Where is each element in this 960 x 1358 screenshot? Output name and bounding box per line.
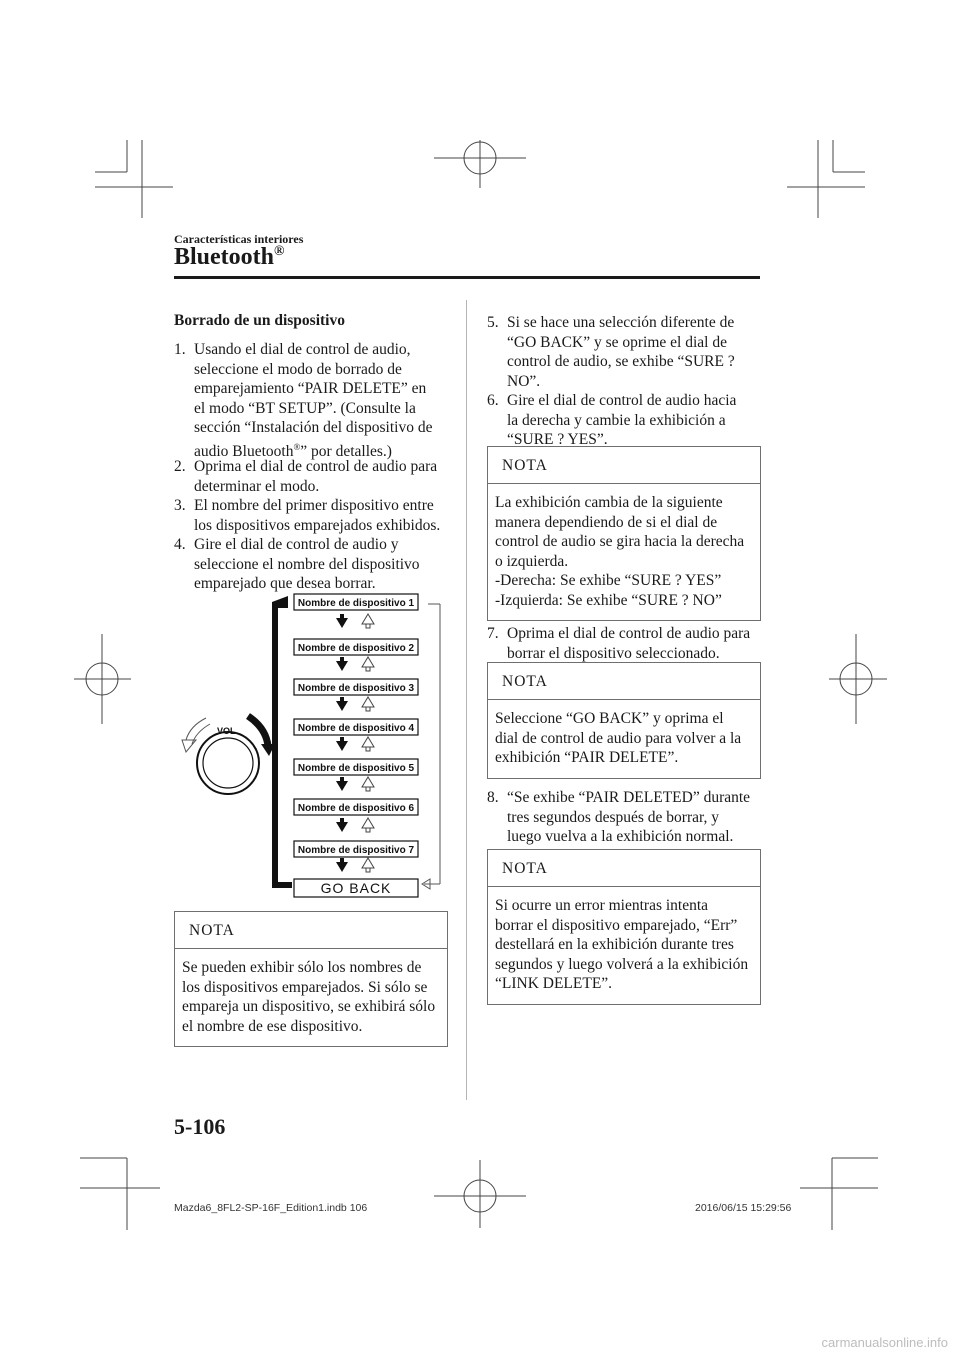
vol-label: VOL bbox=[217, 726, 236, 736]
section-heading: Borrado de un dispositivo bbox=[174, 312, 345, 329]
watermark: carmanualsonline.info bbox=[821, 1335, 948, 1350]
device-list bbox=[294, 594, 418, 897]
note-heading: NOTA bbox=[488, 663, 760, 700]
note-box-right-3: NOTA Si ocurre un error mientras intenta borrar el dispositivo emparejado, “Err” destellará en la exhibición durante tres segundos y luego volverá a la exhibición “LINK DELETE”. bbox=[487, 849, 761, 1005]
step-1: 1. Usando el dial de control de audio, seleccione el modo de borrado de emparejamiento “PAIR DELETE” en el modo “BT SETUP”. (Consulte la sección “Instalación del dispositivo de audio Bluetooth®” por detalles.) bbox=[174, 341, 433, 460]
device-label-2: Nombre de dispositivo 2 bbox=[297, 643, 415, 654]
device-label-6: Nombre de dispositivo 6 bbox=[297, 803, 415, 814]
go-back-label: GO BACK bbox=[320, 880, 392, 896]
step-3: 3. El nombre del primer dispositivo entre los dispositivos emparejados exhibidos. bbox=[174, 497, 441, 534]
note-box-right-1: NOTA La exhibición cambia de la siguiente manera dependiendo de si el dial de control de audio se gira hacia la derecha o izquierda. -Derecha: Se exhibe “SURE ? YES” -Izquierda: Se exhibe “SURE ? NO” bbox=[487, 446, 761, 621]
footer-timestamp: 2016/06/15 15:29:56 bbox=[695, 1202, 792, 1214]
device-label-1: Nombre de dispositivo 1 bbox=[297, 598, 415, 609]
step-2: 2. Oprima el dial de control de audio para determinar el modo. bbox=[174, 458, 438, 495]
note-heading: NOTA bbox=[488, 850, 760, 887]
header-rule bbox=[174, 276, 760, 279]
step-7: 7. Oprima el dial de control de audio para borrar el dispositivo seleccionado. bbox=[487, 625, 751, 662]
device-label-4: Nombre de dispositivo 4 bbox=[297, 723, 415, 734]
step-5: 5. Si se hace una selección diferente de “GO BACK” y se oprime el dial de control de audio, se exhibe “SURE ? NO”. bbox=[487, 314, 735, 390]
step-6: 6. Gire el dial de control de audio hacia la derecha y cambie la exhibición a “SURE ? YES”. bbox=[487, 392, 737, 448]
device-label-5: Nombre de dispositivo 5 bbox=[297, 763, 415, 774]
page-title: Bluetooth® bbox=[174, 244, 285, 270]
section-label: Características interiores bbox=[174, 232, 304, 246]
device-selection-diagram bbox=[170, 588, 460, 904]
note-box-left: NOTA Se pueden exhibir sólo los nombres de los dispositivos emparejados. Si sólo se empareja un dispositivo, se exhibirá sólo el nombre de ese dispositivo. bbox=[174, 911, 448, 1047]
device-label-3: Nombre de dispositivo 3 bbox=[297, 683, 415, 694]
note-heading: NOTA bbox=[175, 912, 447, 949]
column-divider bbox=[466, 300, 467, 1100]
device-label-7: Nombre de dispositivo 7 bbox=[297, 845, 415, 856]
page-number: 5-106 bbox=[174, 1114, 226, 1139]
audio-dial-icon bbox=[197, 732, 259, 794]
note-box-right-2: NOTA Seleccione “GO BACK” y oprima el dial de control de audio para volver a la exhibición “PAIR DELETE”. bbox=[487, 662, 761, 779]
footer-filename: Mazda6_8FL2-SP-16F_Edition1.indb 106 bbox=[174, 1202, 368, 1214]
step-4: 4. Gire el dial de control de audio y seleccione el nombre del dispositivo emparejado que desea borrar. bbox=[174, 536, 420, 592]
note-heading: NOTA bbox=[488, 447, 760, 484]
step-8: 8. “Se exhibe “PAIR DELETED” durante tres segundos después de borrar, y luego vuelva a la exhibición normal. bbox=[487, 789, 751, 845]
